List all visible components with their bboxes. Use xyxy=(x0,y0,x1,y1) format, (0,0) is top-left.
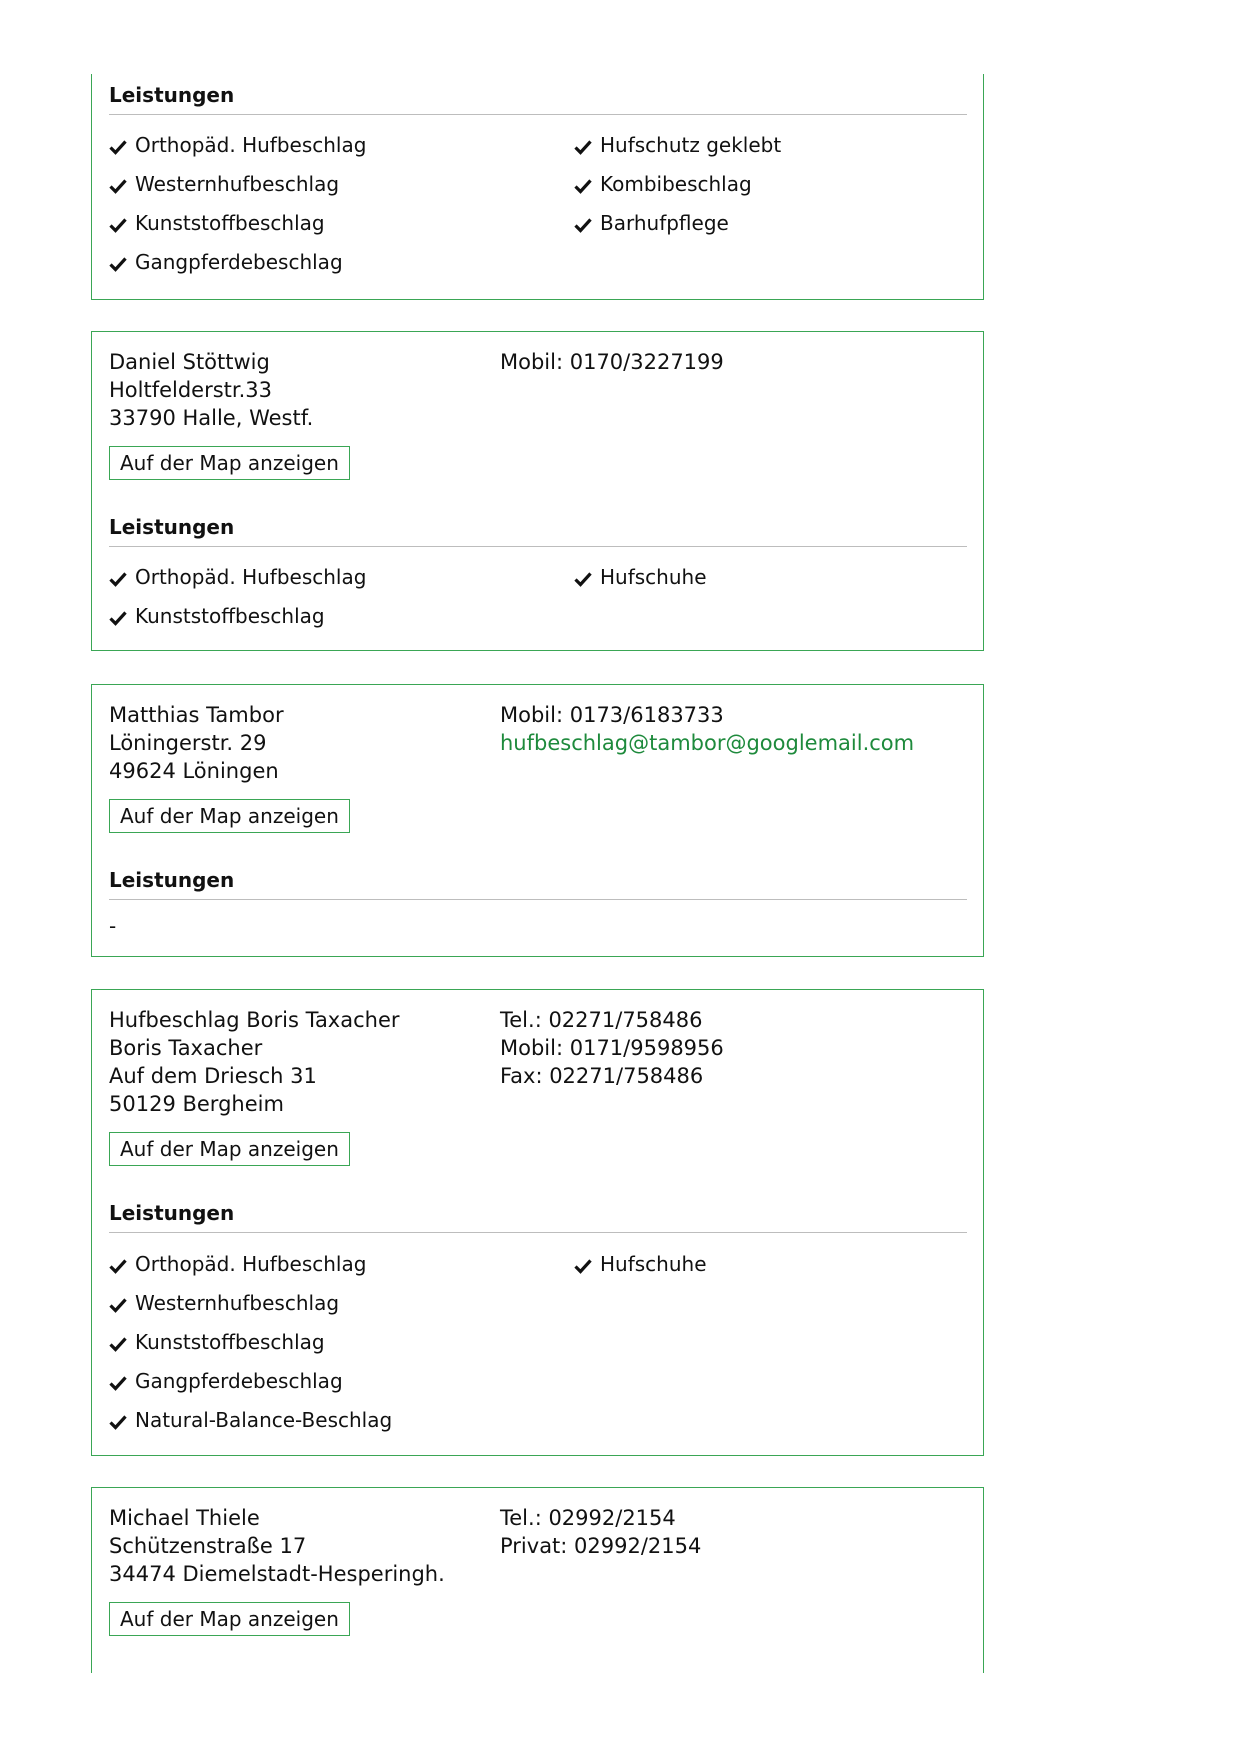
show-on-map-button[interactable]: Auf der Map anzeigen xyxy=(109,1602,350,1636)
street: Löningerstr. 29 xyxy=(109,731,267,755)
service-item: Kunststoffbeschlag xyxy=(109,1330,325,1357)
check-icon xyxy=(574,568,600,592)
check-icon xyxy=(109,214,135,238)
city: 33790 Halle, Westf. xyxy=(109,406,314,430)
service-item: Orthopäd. Hufbeschlag xyxy=(109,565,366,592)
address-block xyxy=(109,348,499,432)
address-block xyxy=(109,1006,499,1118)
service-item: Kunststoffbeschlag xyxy=(109,211,325,238)
check-icon xyxy=(109,568,135,592)
check-icon xyxy=(574,136,600,160)
check-icon xyxy=(109,136,135,160)
dealer-name: Matthias Tambor xyxy=(109,703,284,727)
phone-block xyxy=(500,1504,980,1560)
service-item: Hufschuhe xyxy=(574,1252,707,1279)
service-item: Gangpferdebeschlag xyxy=(109,250,343,277)
dealer-card xyxy=(91,1487,984,1673)
show-on-map-button[interactable]: Auf der Map anzeigen xyxy=(109,799,350,833)
mobile-number: Mobil: 0171/9598956 xyxy=(500,1036,724,1060)
street: Auf dem Driesch 31 xyxy=(109,1064,317,1088)
street: Holtfelderstr.33 xyxy=(109,378,273,402)
service-item: Hufschuhe xyxy=(574,565,707,592)
dealer-card xyxy=(91,684,984,957)
check-icon xyxy=(574,1255,600,1279)
email-link[interactable]: hufbeschlag@tambor@googlemail.com xyxy=(500,731,915,755)
service-item: Barhufpflege xyxy=(574,211,729,238)
dealer-name: Daniel Stöttwig xyxy=(109,350,270,374)
service-item: Gangpferdebeschlag xyxy=(109,1369,343,1396)
service-item: Hufschutz geklebt xyxy=(574,133,781,160)
check-icon xyxy=(109,1294,135,1318)
dealer-name: Boris Taxacher xyxy=(109,1036,263,1060)
services-heading: Leistungen xyxy=(109,83,967,115)
services-heading: Leistungen xyxy=(109,868,967,900)
city: 50129 Bergheim xyxy=(109,1092,284,1116)
phone-block xyxy=(500,701,980,757)
mobile-number: Mobil: 0173/6183733 xyxy=(500,703,724,727)
phone-block xyxy=(500,348,980,376)
check-icon xyxy=(109,607,135,631)
company-name: Hufbeschlag Boris Taxacher xyxy=(109,1008,400,1032)
service-item: Westernhufbeschlag xyxy=(109,172,339,199)
service-item: Orthopäd. Hufbeschlag xyxy=(109,133,366,160)
service-item: Kunststoffbeschlag xyxy=(109,604,325,631)
service-item: Orthopäd. Hufbeschlag xyxy=(109,1252,366,1279)
phone-number: Tel.: 02271/758486 xyxy=(500,1008,703,1032)
service-item: Westernhufbeschlag xyxy=(109,1291,339,1318)
city: 34474 Diemelstadt-Hesperingh. xyxy=(109,1562,445,1586)
street: Schützenstraße 17 xyxy=(109,1534,307,1558)
fax-number: Fax: 02271/758486 xyxy=(500,1064,704,1088)
phone-number: Tel.: 02992/2154 xyxy=(500,1506,676,1530)
mobile-number: Mobil: 0170/3227199 xyxy=(500,350,724,374)
service-item: Natural-Balance-Beschlag xyxy=(109,1408,392,1435)
address-block xyxy=(109,1504,499,1588)
check-icon xyxy=(109,253,135,277)
phone-block xyxy=(500,1006,980,1090)
check-icon xyxy=(109,175,135,199)
services-heading: Leistungen xyxy=(109,515,967,547)
service-item: Kombibeschlag xyxy=(574,172,752,199)
check-icon xyxy=(109,1333,135,1357)
check-icon xyxy=(109,1255,135,1279)
no-services-text: - xyxy=(109,914,117,938)
check-icon xyxy=(574,175,600,199)
private-number: Privat: 02992/2154 xyxy=(500,1534,702,1558)
check-icon xyxy=(109,1372,135,1396)
check-icon xyxy=(574,214,600,238)
check-icon xyxy=(109,1411,135,1435)
dealer-name: Michael Thiele xyxy=(109,1506,260,1530)
dealer-card xyxy=(91,74,984,300)
dealer-card xyxy=(91,331,984,651)
city: 49624 Löningen xyxy=(109,759,279,783)
show-on-map-button[interactable]: Auf der Map anzeigen xyxy=(109,1132,350,1166)
services-heading: Leistungen xyxy=(109,1201,967,1233)
address-block xyxy=(109,701,499,785)
dealer-card xyxy=(91,989,984,1456)
show-on-map-button[interactable]: Auf der Map anzeigen xyxy=(109,446,350,480)
